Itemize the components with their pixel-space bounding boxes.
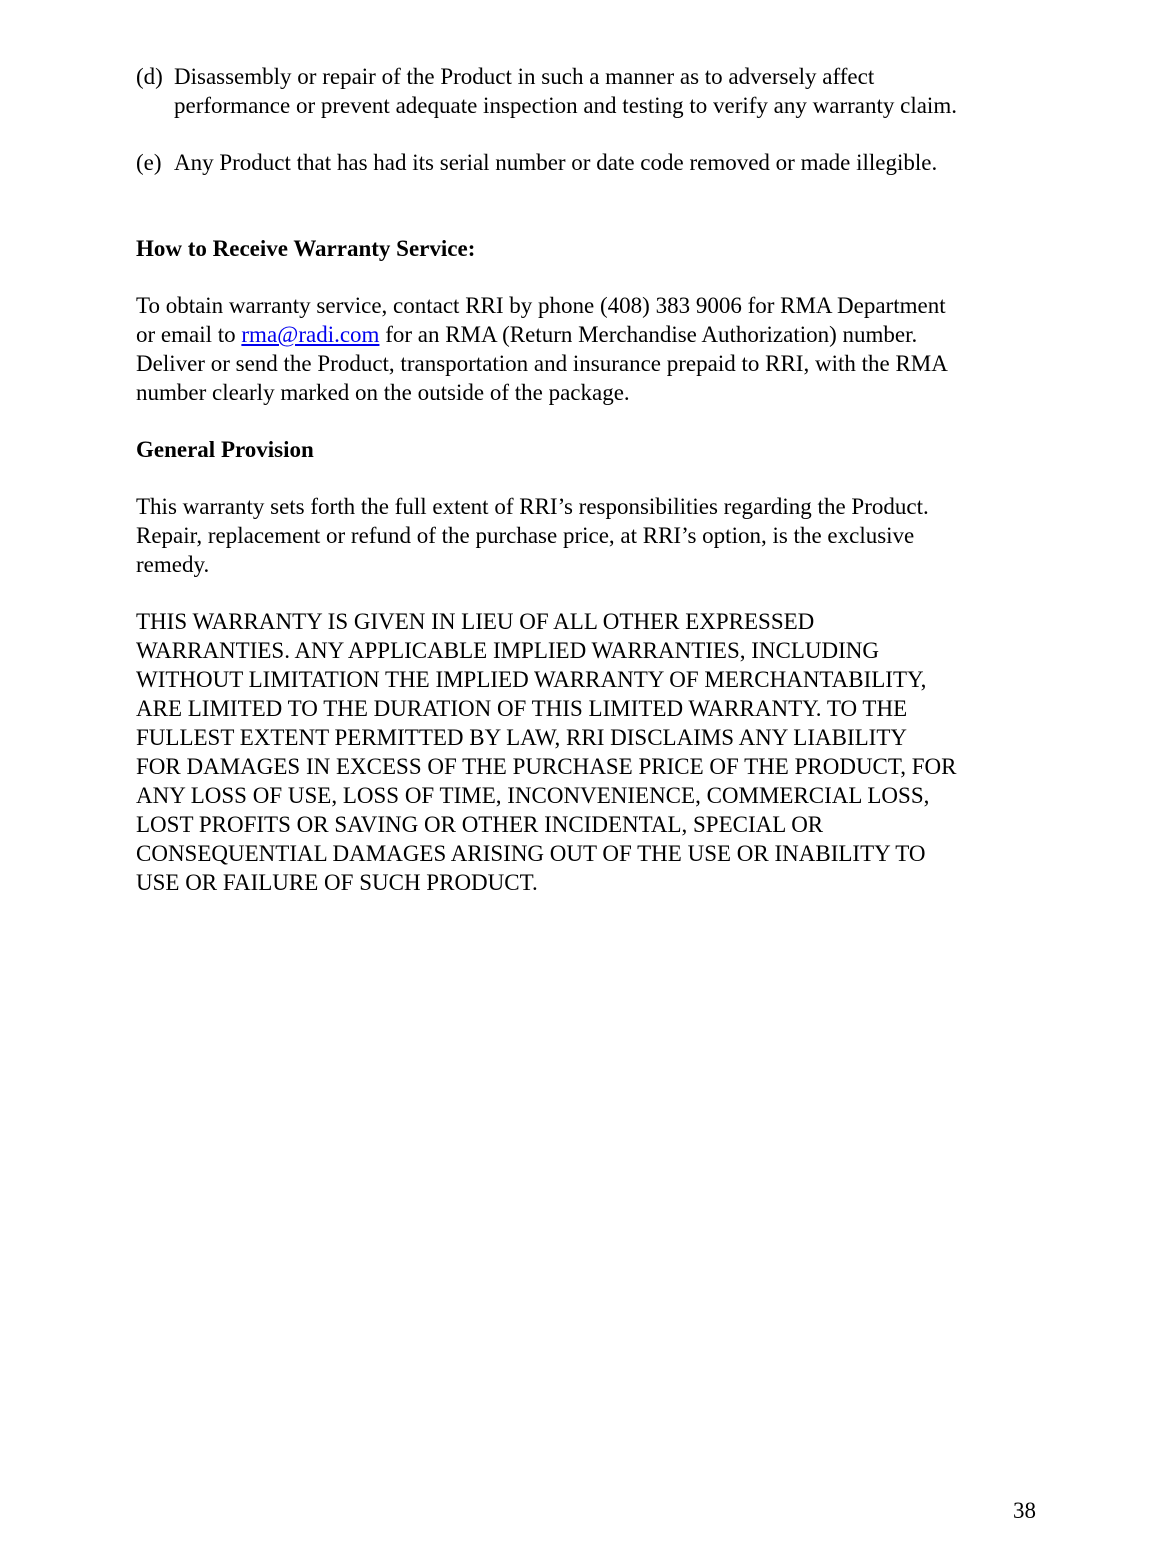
list-item-text: [174, 62, 1036, 120]
text-line: WARRANTIES. ANY APPLICABLE IMPLIED WARRANTIES, INCLUDING: [136, 638, 880, 663]
warranty-service-paragraph: [136, 291, 1036, 407]
text-line: Disassembly or repair of the Product in such a manner as to adversely affect: [174, 64, 875, 89]
text-fragment: for an RMA (Return Merchandise Authorization) number.: [379, 322, 918, 347]
text-line: ARE LIMITED TO THE DURATION OF THIS LIMITED WARRANTY. TO THE: [136, 696, 908, 721]
text-line: Any Product that has had its serial number or date code removed or made illegible.: [174, 150, 938, 175]
text-line: FULLEST EXTENT PERMITTED BY LAW, RRI DISCLAIMS ANY LIABILITY: [136, 725, 907, 750]
text-line: Deliver or send the Product, transportation and insurance prepaid to RRI, with the RMA: [136, 351, 948, 376]
text-line: Repair, replacement or refund of the purchase price, at RRI’s option, is the exclusive: [136, 523, 915, 548]
text-line: LOST PROFITS OR SAVING OR OTHER INCIDENTAL, SPECIAL OR: [136, 812, 824, 837]
text-line: ANY LOSS OF USE, LOSS OF TIME, INCONVENIENCE, COMMERCIAL LOSS,: [136, 783, 930, 808]
text-line: This warranty sets forth the full extent of RRI’s responsibilities regarding the Product.: [136, 494, 929, 519]
text-fragment: or email to: [136, 322, 242, 347]
list-item-d: [136, 62, 1036, 120]
text-line: THIS WARRANTY IS GIVEN IN LIEU OF ALL OTHER EXPRESSED: [136, 609, 815, 634]
text-line: CONSEQUENTIAL DAMAGES ARISING OUT OF THE USE OR INABILITY TO: [136, 841, 926, 866]
disclaimer-paragraph: [136, 607, 1036, 897]
text-line: number clearly marked on the outside of the package.: [136, 380, 630, 405]
text-line: USE OR FAILURE OF SUCH PRODUCT.: [136, 870, 538, 895]
text-line: performance or prevent adequate inspection and testing to verify any warranty claim.: [174, 93, 957, 118]
general-provision-heading: General Provision: [136, 437, 314, 462]
list-item-text: [174, 148, 1036, 177]
list-item-label: (d): [136, 64, 163, 89]
general-provision-paragraph: [136, 492, 1036, 579]
list-item-e: [136, 148, 1036, 177]
text-line: FOR DAMAGES IN EXCESS OF THE PURCHASE PRICE OF THE PRODUCT, FOR: [136, 754, 957, 779]
text-line: WITHOUT LIMITATION THE IMPLIED WARRANTY OF MERCHANTABILITY,: [136, 667, 927, 692]
warranty-service-heading: How to Receive Warranty Service:: [136, 236, 476, 261]
email-link[interactable]: rma@radi.com: [241, 322, 380, 347]
text-line: [136, 320, 1036, 349]
list-item-label: (e): [136, 150, 162, 175]
page-number: 38: [1013, 1498, 1036, 1523]
text-line: remedy.: [136, 552, 210, 577]
text-line: To obtain warranty service, contact RRI by phone (408) 383 9006 for RMA Department: [136, 293, 946, 318]
